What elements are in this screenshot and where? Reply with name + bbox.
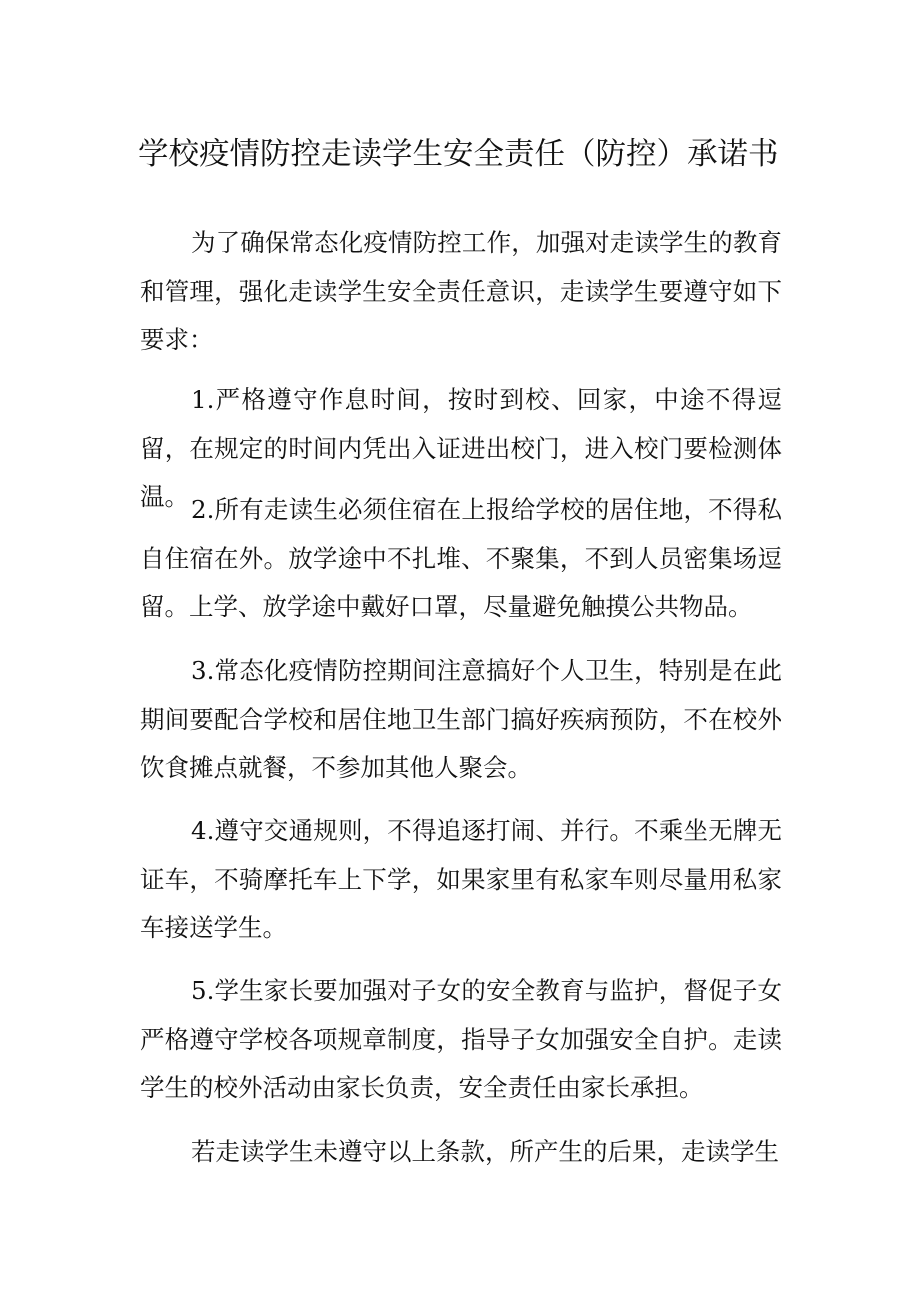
requirement-item-2: 2.所有走读生必须住宿在上报给学校的居住地，不得私自住宿在外。放学途中不扎堆、不聚集，不到人员密集场逗留。上学、放学途中戴好口罩，尽量避免触摸公共物品。 <box>140 495 782 621</box>
document-title: 学校疫情防控走读学生安全责任（防控）承诺书 <box>138 137 779 172</box>
intro-paragraph: 为了确保常态化疫情防控工作，加强对走读学生的教育和管理，强化走读学生安全责任意识，走读学生要遵守如下要求： <box>140 228 782 354</box>
requirement-item-1: 1.严格遵守作息时间，按时到校、回家，中途不得逗留，在规定的时间内凭出入证进出校门，进入校门要检测体温。 <box>140 385 782 511</box>
requirement-item-4: 4.遵守交通规则，不得追逐打闹、并行。不乘坐无牌无证车，不骑摩托车上下学，如果家里有私家车则尽量用私家车接送学生。 <box>140 816 782 942</box>
closing-paragraph: 若走读学生未遵守以上条款，所产生的后果，走读学生 <box>191 1137 779 1166</box>
requirement-item-5: 5.学生家长要加强对子女的安全教育与监护，督促子女严格遵守学校各项规章制度，指导子女加强安全自护。走读学生的校外活动由家长负责，安全责任由家长承担。 <box>140 976 782 1102</box>
requirement-item-3: 3.常态化疫情防控期间注意搞好个人卫生，特别是在此期间要配合学校和居住地卫生部门搞好疾病预防，不在校外饮食摊点就餐，不参加其他人聚会。 <box>140 656 782 782</box>
